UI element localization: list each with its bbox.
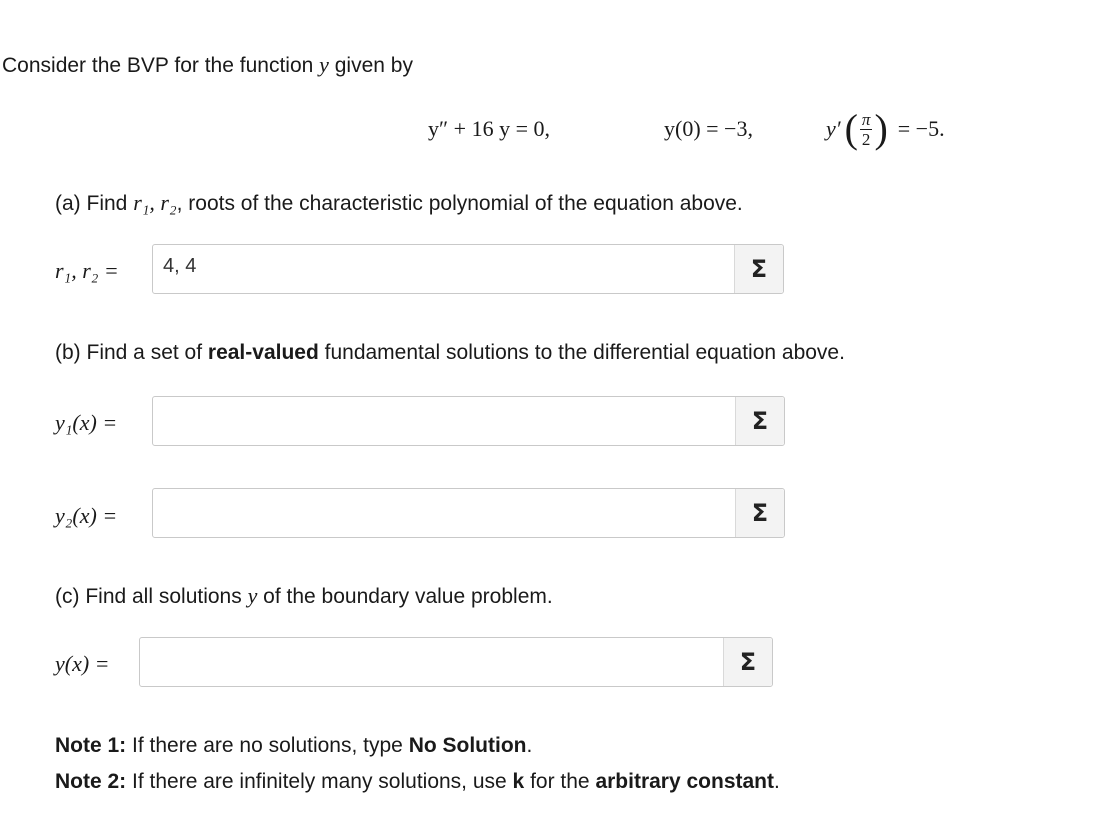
note-2: Note 2: If there are infinitely many solutions, use k for the arbitrary constant. (55, 770, 780, 793)
roots-input[interactable] (153, 245, 735, 293)
sigma-icon[interactable]: Σ (735, 489, 784, 537)
boundary-condition-2: y′ ( $\frac{\pi}{2}$ ) = −5. (826, 106, 945, 151)
intro-text: Consider the BVP for the function y given by (2, 52, 413, 77)
part-a-prompt: (a) Find r₁, r₂, roots of the characteristic polynomial of the equation above. (55, 190, 743, 215)
sigma-icon[interactable]: Σ (723, 638, 772, 686)
part-c-prompt: (c) Find all solutions y of the boundary value problem. (55, 583, 553, 608)
y-solution-label: y(x) = (55, 651, 110, 676)
y2-label: y₂(x) = (55, 503, 118, 528)
intro-var: y (319, 52, 329, 77)
y1-input[interactable] (153, 397, 736, 445)
roots-answer-field (152, 244, 784, 294)
boundary-condition-1: y(0) = −3, (664, 116, 753, 141)
roots-label: r₁, r₂ = (55, 258, 119, 283)
y1-answer-field (152, 396, 785, 446)
y-solution-answer-field (139, 637, 773, 687)
y2-input[interactable] (153, 489, 736, 537)
y2-answer-field (152, 488, 785, 538)
pi-over-2-fraction: $\frac{\pi}{2}$ (861, 109, 871, 149)
sigma-icon[interactable]: Σ (735, 397, 784, 445)
part-b-prompt: (b) Find a set of real-valued fundamental solutions to the differential equation above. (55, 341, 845, 364)
y-solution-input[interactable] (140, 638, 724, 686)
note-1: Note 1: If there are no solutions, type No Solution. (55, 734, 533, 757)
y1-label: y₁(x) = (55, 410, 118, 435)
sigma-icon[interactable]: Σ (734, 245, 783, 293)
ode-equation: y″ + 16 y = 0, (428, 116, 550, 141)
